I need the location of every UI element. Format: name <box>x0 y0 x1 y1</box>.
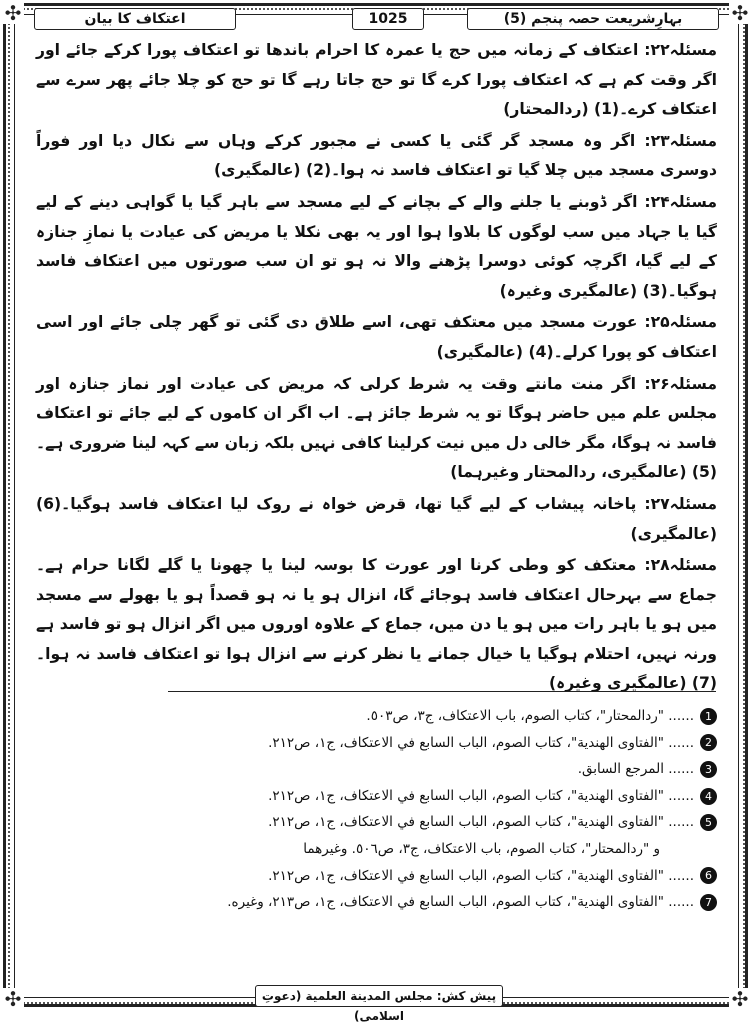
footnote-item <box>36 889 717 916</box>
masala-paragraph <box>36 127 717 186</box>
footnote-number: 5 <box>700 814 717 831</box>
footnote-text: ...... "الفتاوی الهندية"، کتاب الصوم، الباب السابع في الاعتکاف، ج١، ص٢١٢. <box>268 867 694 884</box>
masala-text: اگر وہ مسجد گر گئی یا کسی نے مجبور کرکے وہاں سے نکال دیا اور فوراً دوسری مسجد میں چلا گیا تو اعتکاف فاسد نہ ہوا۔(2) (عالمگیری) <box>36 131 717 180</box>
masala-label: مسئلہ۲۵: <box>644 313 718 332</box>
corner-ornament-icon: ✣ <box>729 2 751 24</box>
masala-text: پاخانہ پیشاب کے لیے گیا تھا، قرض خواہ نے روک لیا اعتکاف فاسد ہوگیا۔(6) (عالمگیری) <box>36 494 717 543</box>
masala-label: مسئلہ۲۷: <box>644 494 717 513</box>
footnote-text: ...... "الفتاوی الهندية"، کتاب الصوم، الباب السابع في الاعتکاف، ج١، ص٢١٣، وغيره. <box>227 894 694 911</box>
footnote-text: ...... "الفتاوی الهندية"، کتاب الصوم، الباب السابع في الاعتکاف، ج١، ص٢١٢. <box>268 814 694 831</box>
footnote-number: 2 <box>700 734 717 751</box>
masala-text: عورت مسجد میں معتکف تھی، اسے طلاق دی گئی تو گھر چلی جائے اور اسی اعتکاف کو پورا کرلے۔(4) (عالمگیری) <box>36 313 717 361</box>
footnote-number: 3 <box>700 761 717 778</box>
footnote-item <box>36 703 717 730</box>
footnote-text: و "ردالمحتار"، کتاب الصوم، باب الاعتکاف، ج٣، ص٥٠٦. وغيرهما <box>303 840 660 857</box>
footnote-text: ...... "ردالمحتار"، کتاب الصوم، باب الاعتکاف، ج٣، ص٥٠٣. <box>366 708 694 724</box>
masala-label: مسئلہ۲۸: <box>644 556 717 575</box>
footnotes <box>36 703 717 916</box>
masala-label: مسئلہ۲۶: <box>644 374 718 393</box>
masala-text: اگر ڈوبنے یا جلنے والے کے بچانے کے لیے مسجد سے باہر گیا یا گواہی دینے کے لیے گیا یا جہاد میں سب لوگوں کا بلاوا ہوا اور یہ بھی نکلا یا مریض کی عیادت یا نمازِ جنازہ کے لیے گیا، اگرچہ کوئی دوسرا پڑھنے والا نہ ہو تو ان سب صورتوں میں اعتکاف فاسد ہوگیا۔(3) (عالمگیری وغیرہ) <box>36 192 717 300</box>
page-header <box>34 8 719 30</box>
footnote-item <box>36 863 717 890</box>
footnote-number: 1 <box>700 708 717 725</box>
footnote-number: 6 <box>700 867 717 884</box>
footnote-text: ...... "الفتاوی الهندية"، کتاب الصوم، الباب السابع في الاعتکاف، ج١، ص٢١٢. <box>268 734 694 751</box>
book-title: بہارِشریعت حصہ پنجم (5) <box>467 8 719 30</box>
masala-paragraph <box>36 308 717 367</box>
masala-label: مسئلہ۲۴: <box>644 192 717 211</box>
masala-paragraph <box>36 551 717 699</box>
page-number: 1025 <box>352 8 424 30</box>
footnote-item <box>36 809 717 836</box>
footnote-item <box>36 730 717 757</box>
chapter-title: اعتکاف کا بیان <box>34 8 236 30</box>
footnote-number: 4 <box>700 788 717 805</box>
masala-label: مسئلہ۲۲: <box>644 41 717 59</box>
masala-label: مسئلہ۲۳: <box>644 131 717 150</box>
corner-ornament-icon: ✣ <box>729 988 751 1010</box>
footnote-item <box>36 756 717 783</box>
masala-text: معتکف کو وطی کرنا اور عورت کا بوسہ لینا یا چھونا یا گلے لگانا حرام ہے۔ جماع سے بہرحال اعتکاف فاسد ہوجائے گا، انزال ہو یا نہ ہو قصداً ہو یا بھولے سے مسجد میں ہو یا باہر رات میں ہو یا دن میں، جماع کے علاوہ اوروں میں اگر انزال ہو تو فاسد ہے ورنہ نہیں، احتلام ہوگیا یا خیال جمانے یا نظر کرنے سے انزال ہوا تو اعتکاف فاسد نہ ہوا۔(7) (عالمگیری وغیرہ) <box>36 556 717 693</box>
publisher-footer: پیش کش: مجلس المدينة العلمية (دعوتِ اسلامی) <box>255 985 503 1007</box>
masala-paragraph <box>36 370 717 488</box>
masala-paragraph <box>36 36 717 125</box>
masala-paragraph <box>36 490 717 549</box>
footnote-number: 7 <box>700 894 717 911</box>
masala-text: اگر منت مانتے وقت یہ شرط کرلی کہ مریض کی عیادت اور نماز جنازہ اور مجلس علم میں حاضر ہوگا تو یہ شرط جائز ہے۔ اب اگر ان کاموں کے لیے جائے تو اعتکاف فاسد نہ ہوگا، مگر خالی دل میں نیت کرلینا کافی نہیں بلکہ زبان سے کہہ لینا ضروری ہے۔(5) (عالمگیری، ردالمحتار وغیرہما) <box>36 374 717 482</box>
corner-ornament-icon: ✣ <box>2 2 24 24</box>
masala-paragraph <box>36 188 717 306</box>
footnote-text: ...... المرجع السابق. <box>577 761 694 778</box>
corner-ornament-icon: ✣ <box>2 988 24 1010</box>
footnote-item <box>36 783 717 810</box>
footnote-separator <box>168 691 716 692</box>
masala-text: اعتکاف کے زمانہ میں حج یا عمرہ کا احرام باندھا تو اعتکاف پورا کرکے جائے اور اگر وقت کم ہے کہ اعتکاف پورا کرے گا تو حج جاتا رہے گا تو حج کو چلا جائے پھر سرے سے اعتکاف کرے۔(1) (ردالمحتار) <box>36 41 717 119</box>
footnote-text: ...... "الفتاوی الهندية"، کتاب الصوم، الباب السابع في الاعتکاف، ج١، ص٢١٢. <box>268 787 694 804</box>
footnote-continuation <box>36 836 717 863</box>
main-text <box>36 36 717 701</box>
